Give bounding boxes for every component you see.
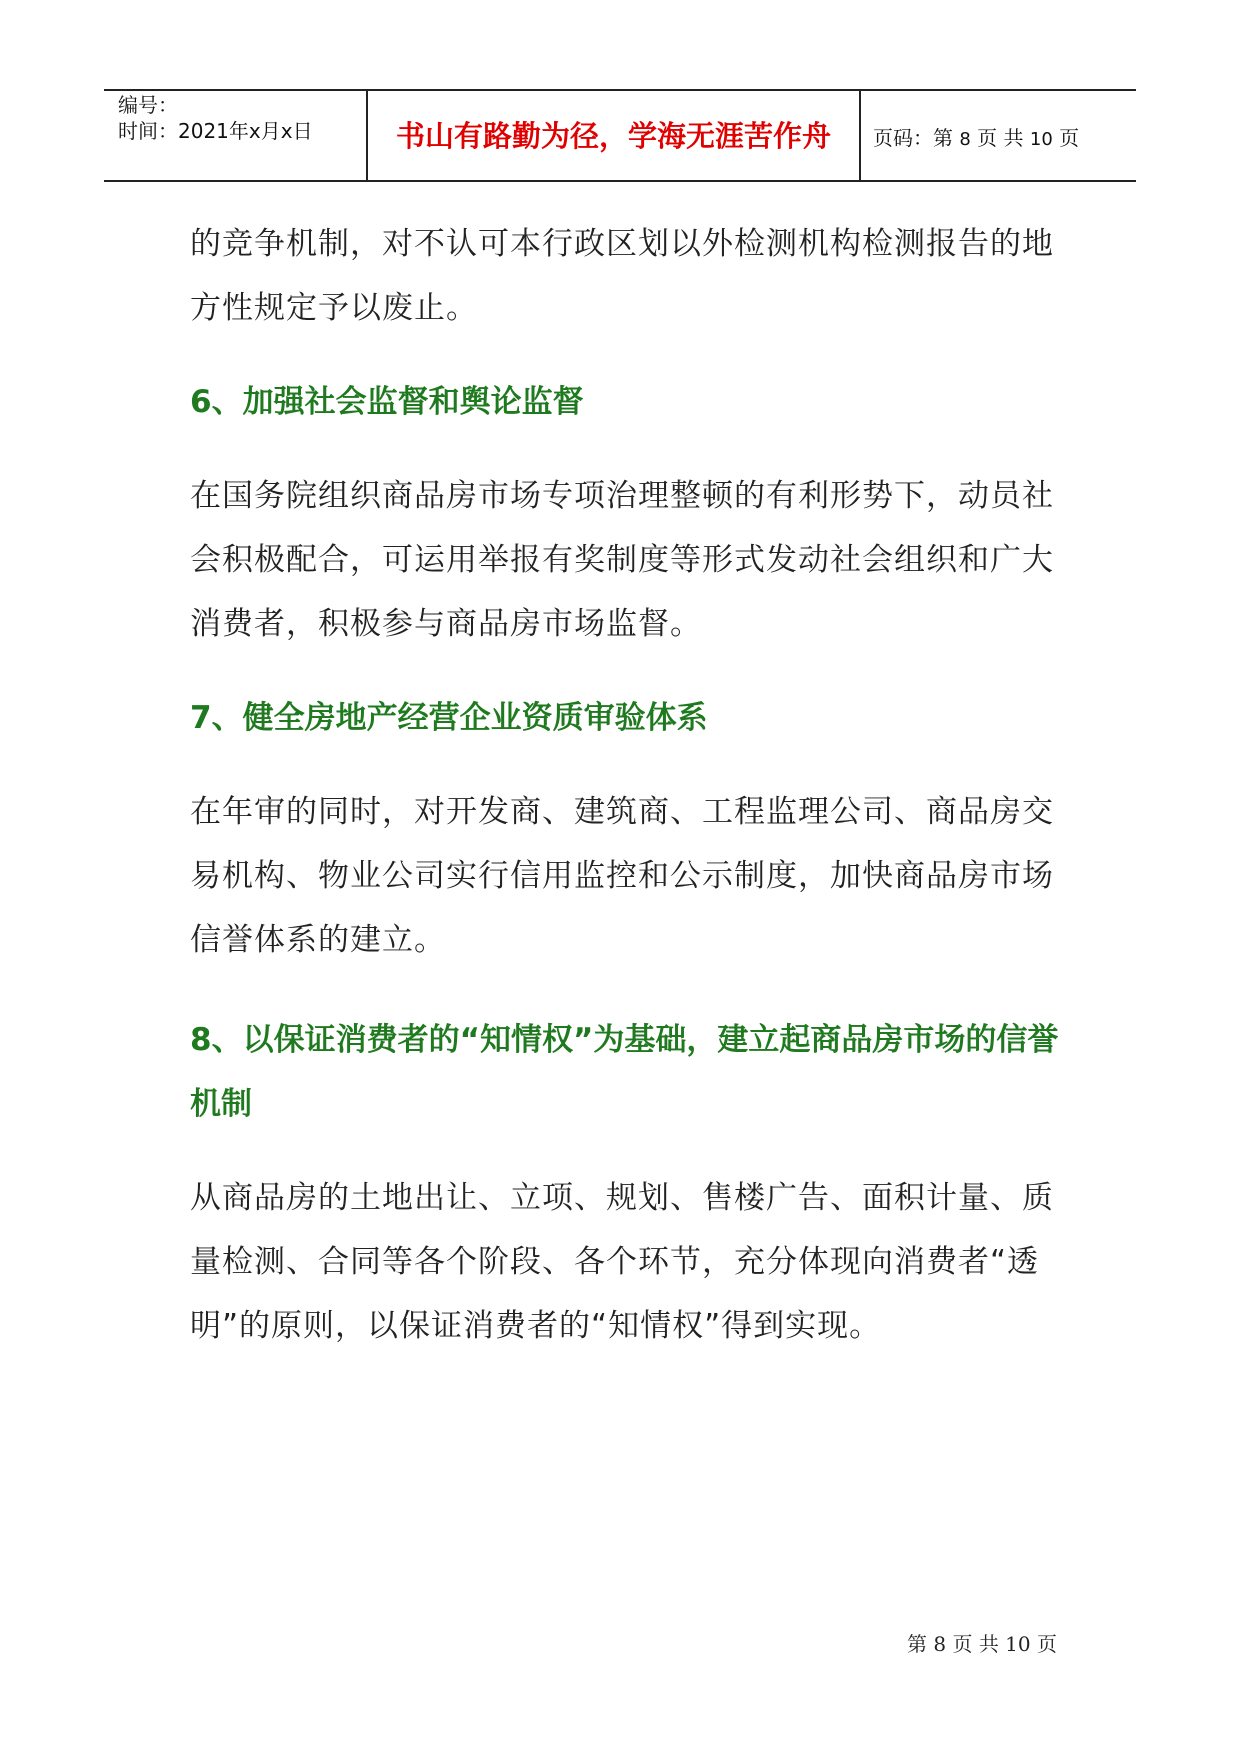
page-header (104, 89, 1136, 182)
document-time-label: 时间：2021年x月x日 (118, 119, 313, 143)
section-heading-8: 8、以保证消费者的“知情权”为基础，建立起商品房市场的信誉机制 (190, 1022, 1059, 1122)
page-footer: 第 8 页 共 10 页 (907, 1632, 1057, 1656)
section-heading-7: 7、健全房地产经营企业资质审验体系 (190, 700, 708, 736)
header-motto-cell (368, 91, 861, 180)
header-page-info (873, 125, 1079, 153)
document-body (190, 212, 1080, 1358)
page-mid: 页 共 (977, 126, 1024, 150)
page-suffix: 页 (1059, 126, 1080, 150)
header-motto: 书山有路勤为径，学海无涯苦作舟 (395, 119, 831, 153)
paragraph-intro: 的竞争机制，对不认可本行政区划以外检测机构检测报告的地方性规定予以废止。 (190, 226, 1054, 326)
header-page-cell (861, 91, 1136, 180)
paragraph-8: 从商品房的土地出让、立项、规划、售楼广告、面积计量、质量检测、合同等各个阶段、各个环节，充分体现向消费者“透明”的原则，以保证消费者的“知情权”得到实现。 (190, 1180, 1054, 1344)
section-heading-6: 6、加强社会监督和舆论监督 (190, 384, 584, 420)
document-number-label: 编号： (118, 93, 178, 117)
paragraph-7: 在年审的同时，对开发商、建筑商、工程监理公司、商品房交易机构、物业公司实行信用监控和公示制度，加快商品房市场信誉体系的建立。 (190, 794, 1054, 958)
page-current: 8 (959, 129, 971, 150)
page-total: 10 (1029, 129, 1053, 150)
paragraph-6: 在国务院组织商品房市场专项治理整顿的有利形势下，动员社会积极配合，可运用举报有奖制度等形式发动社会组织和广大消费者，积极参与商品房市场监督。 (190, 478, 1054, 642)
page-prefix: 页码：第 (873, 126, 953, 150)
header-meta-cell (104, 91, 368, 180)
